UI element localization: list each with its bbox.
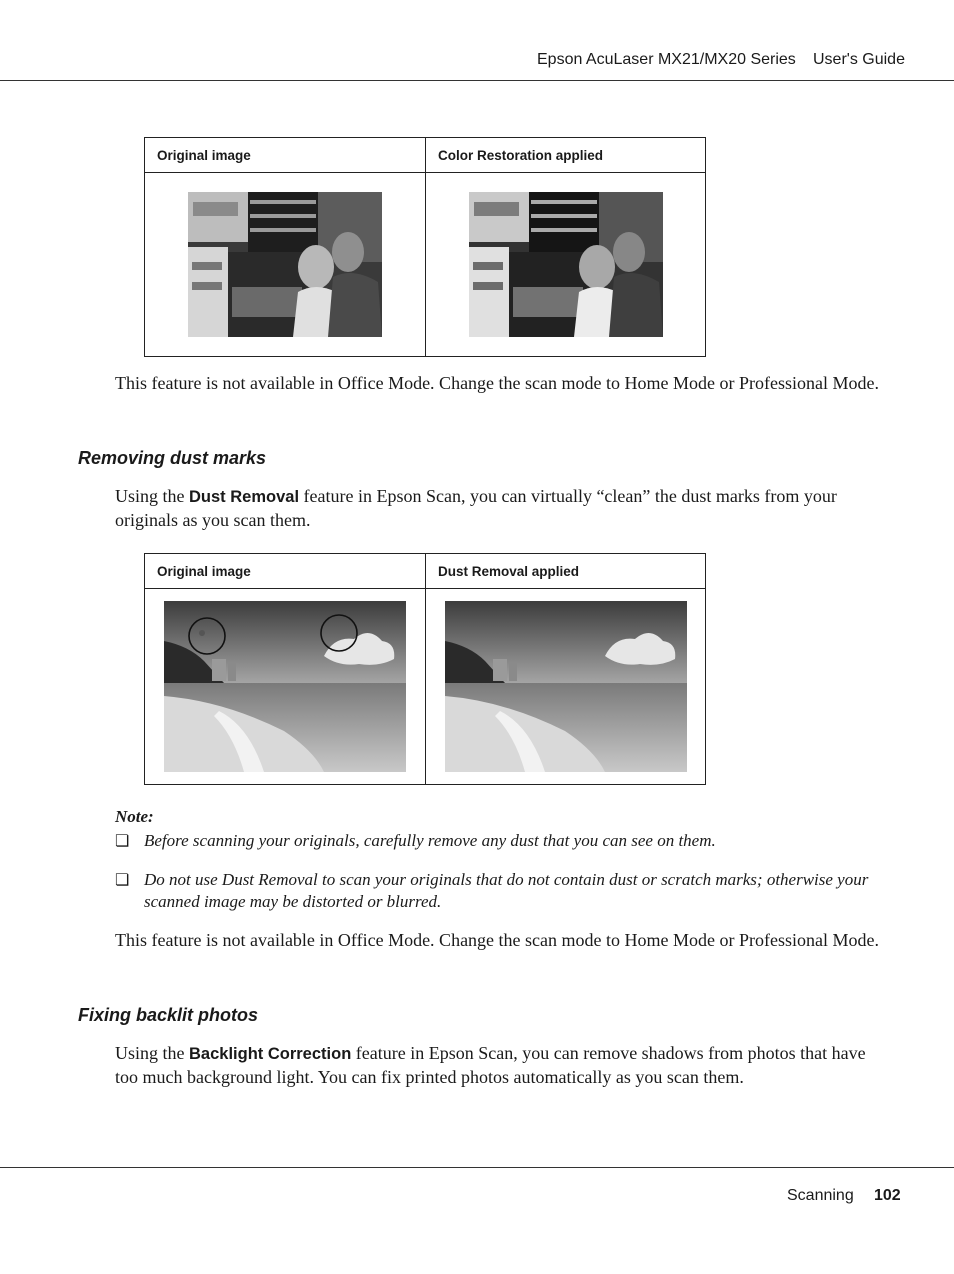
header-rule — [0, 80, 954, 81]
footer-rule — [0, 1167, 954, 1168]
table2-col2-header: Dust Removal applied — [426, 554, 706, 589]
note-item-2: Do not use Dust Removal to scan your originals that do not contain dust or scratch marks; otherwise your scanned image may be distorted or blurred. — [144, 870, 869, 911]
note-item-1: Before scanning your originals, carefully remove any dust that you can see on them. — [144, 831, 716, 850]
dust-removal-table — [144, 553, 706, 785]
backlight-correction-intro: Using the Backlight Correction feature in Epson Scan, you can remove shadows from photos that have too much background light. You can fix printed photos automatically as you scan them. — [115, 1043, 866, 1087]
backlight-correction-term: Backlight Correction — [189, 1045, 352, 1063]
table2-original-cell — [145, 589, 426, 785]
note-bullet-2: ❏ — [115, 872, 130, 889]
dust-removal-term: Dust Removal — [189, 488, 300, 506]
note-bullet-1: ❏ — [115, 833, 130, 850]
market-photo-restored — [469, 192, 663, 337]
table1-restored-cell — [426, 173, 706, 357]
color-restoration-table — [144, 137, 706, 357]
dust-removal-intro: Using the Dust Removal feature in Epson Scan, you can virtually “clean” the dust marks from your originals as you scan them. — [115, 486, 837, 530]
note-title: Note: — [115, 807, 154, 826]
office-mode-note-1: This feature is not available in Office Mode. Change the scan mode to Home Mode or Professional Mode. — [115, 373, 879, 393]
table2-cleaned-cell — [426, 589, 706, 785]
market-photo-original — [188, 192, 382, 337]
office-mode-note-2: This feature is not available in Office Mode. Change the scan mode to Home Mode or Professional Mode. — [115, 930, 879, 950]
table1-original-cell — [145, 173, 426, 357]
beach-photo-cleaned — [445, 601, 687, 772]
heading-fixing-backlit-photos: Fixing backlit photos — [78, 1005, 259, 1025]
beach-photo-original — [164, 601, 406, 772]
table1-col2-header: Color Restoration applied — [426, 138, 706, 173]
table1-col1-header: Original image — [145, 138, 426, 173]
header-guide: User's Guide — [813, 51, 905, 68]
table2-col1-header: Original image — [145, 554, 426, 589]
footer-page-number: 102 — [874, 1187, 901, 1204]
footer-section: Scanning — [787, 1187, 854, 1204]
heading-removing-dust-marks: Removing dust marks — [78, 448, 267, 468]
header-product: Epson AcuLaser MX21/MX20 Series — [537, 51, 796, 68]
